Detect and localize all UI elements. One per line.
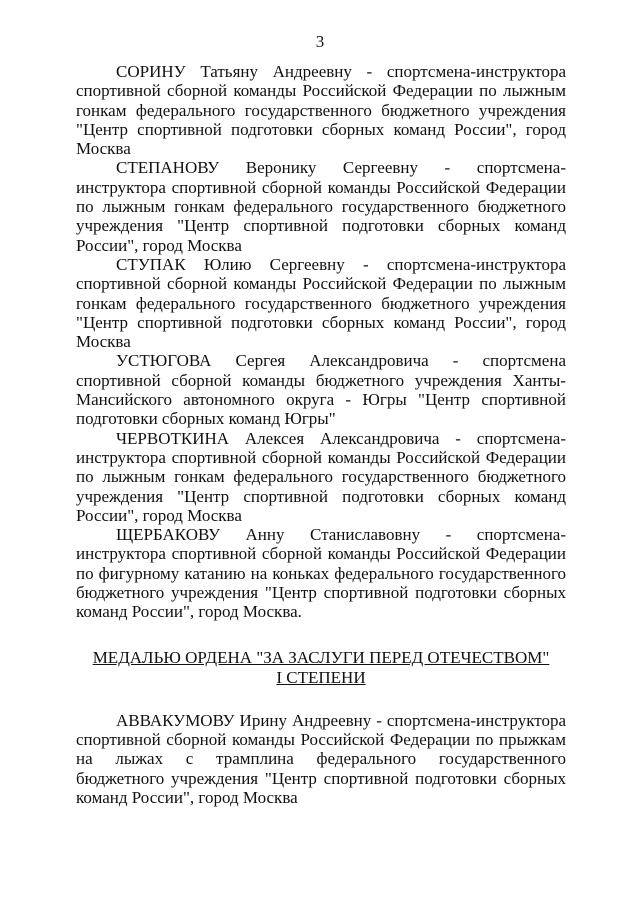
page-number: 3 — [315, 32, 325, 51]
award-entry-shcherbakova: ЩЕРБАКОВУ Анну Станиславовну - спортсмена-инструктора спортивной сборной команды Российской Федерации по фигурному катанию на коньках федерального государственного бюджетного учреждения "Центр спортивной подготовки сборных команд России", город Москва. — [76, 525, 566, 622]
award-entry-avvakumova: АВВАКУМОВУ Ирину Андреевну - спортсмена-инструктора спортивной сборной команды Российской Федерации по прыжкам на лыжах с трамплина федерального государственного бюджетного учреждения "Центр спортивной подготовки сборных команд России", город Москва — [76, 710, 566, 807]
award-entry-stupak: СТУПАК Юлию Сергеевну - спортсмена-инструктора спортивной сборной команды Российской Федерации по лыжным гонкам федерального государственного бюджетного учреждения "Центр спортивной подготовки сборных команд России", город Москва — [76, 254, 566, 352]
document-body — [76, 62, 566, 807]
award-entry-stepanova: СТЕПАНОВУ Веронику Сергеевну - спортсмена-инструктора спортивной сборной команды Российской Федерации по лыжным гонкам федерального государственного бюджетного учреждения "Центр спортивной подготовки сборных команд России", город Москва — [76, 158, 566, 255]
section-heading — [76, 648, 566, 688]
award-entry-chervotkin: ЧЕРВОТКИНА Алексея Александровича - спортсмена-инструктора спортивной сборной команды Российской Федерации по лыжным гонкам федерального государственного бюджетного учреждения "Центр спортивной подготовки сборных команд России", город Москва — [76, 428, 566, 525]
section-heading-line1: МЕДАЛЬЮ ОРДЕНА "ЗА ЗАСЛУГИ ПЕРЕД ОТЕЧЕСТВОМ" — [92, 647, 550, 667]
award-entry-sorina: СОРИНУ Татьяну Андреевну - спортсмена-инструктора спортивной сборной команды Российской Федерации по лыжным гонкам федерального государственного бюджетного учреждения "Центр спортивной подготовки сборных команд России", город Москва — [76, 62, 566, 159]
section-heading-line2: I СТЕПЕНИ — [276, 667, 366, 687]
award-entry-ustyugov: УСТЮГОВА Сергея Александровича - спортсмена спортивной сборной команды бюджетного учреждения Ханты-Мансийского автономного округа - Югры "Центр спортивной подготовки сборных команд Югры" — [76, 351, 566, 429]
